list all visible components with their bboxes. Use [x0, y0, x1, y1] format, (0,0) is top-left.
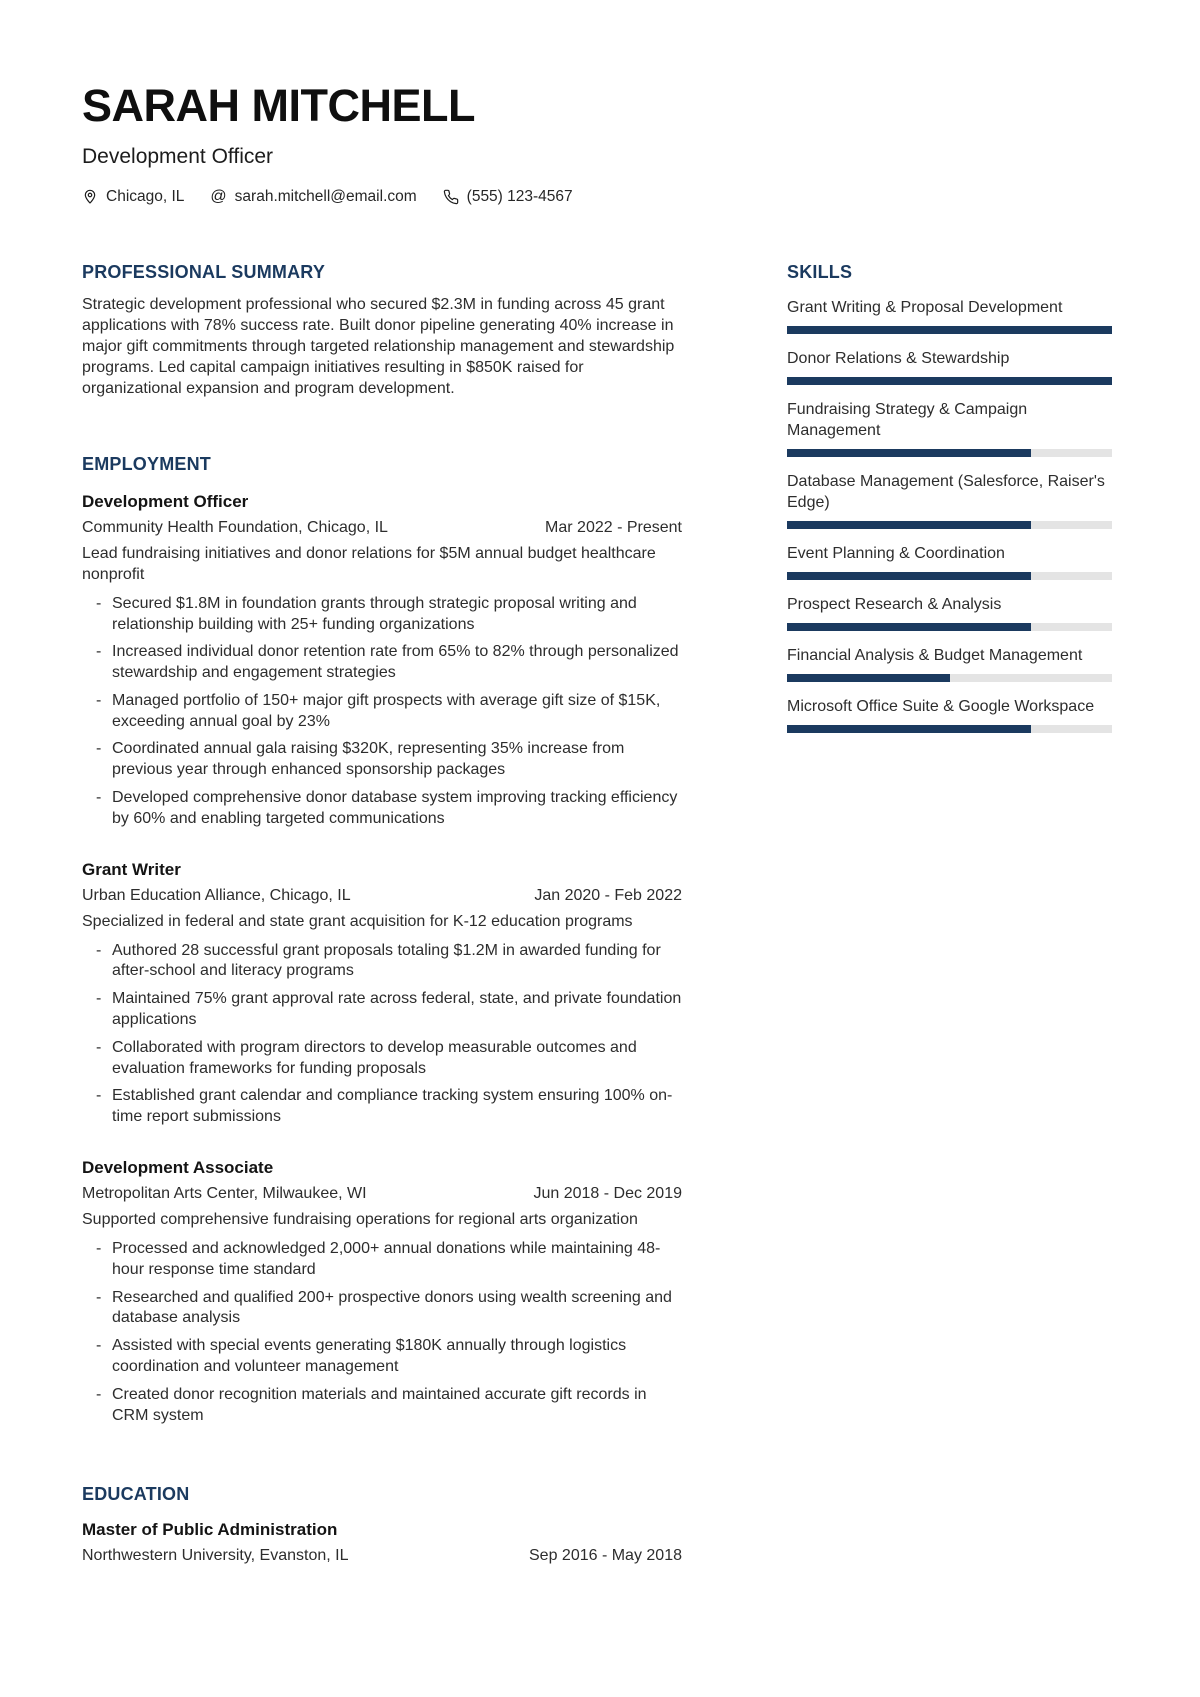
contact-text: (555) 123-4567 — [466, 187, 573, 205]
job-summary: Specialized in federal and state grant acquisition for K-12 education programs — [82, 912, 633, 930]
skill-bar-fill — [787, 572, 1031, 580]
skill-bar-fill — [787, 326, 1112, 334]
skill-bar-fill — [787, 725, 1031, 733]
email-icon: @ — [210, 187, 227, 205]
job-bullet: - Collaborated with program directors to develop measurable outcomes and evaluation frameworks for funding proposals — [82, 1038, 682, 1080]
job-company-row — [82, 1184, 682, 1205]
skill-label: Donor Relations & Stewardship — [787, 350, 1010, 368]
skill-label: Event Planning & Coordination — [787, 545, 1005, 563]
skill-bar-fill — [787, 449, 1031, 457]
education-section — [82, 1484, 682, 1567]
job-bullet: - Established grant calendar and compliance tracking system ensuring 100% on-time report submissions — [82, 1086, 682, 1128]
job-bullet: - Coordinated annual gala raising $320K, representing 35% increase from previous year through enhanced sponsorship packages — [82, 739, 682, 781]
job-bullet: - Assisted with special events generating $180K annually through logistics coordination and volunteer management — [82, 1336, 682, 1378]
contact-item-phone — [443, 188, 573, 206]
skill-item — [787, 543, 1112, 580]
skill-bar — [787, 326, 1112, 334]
job-entry — [82, 860, 682, 1128]
job-bullet: - Managed portfolio of 150+ major gift prospects with average gift size of $15K, exceeding annual goal by 23% — [82, 691, 682, 733]
contact-text: Chicago, IL — [106, 187, 185, 205]
job-dates: Jun 2018 - Dec 2019 — [533, 1185, 682, 1203]
contact-text: sarah.mitchell@email.com — [234, 187, 417, 205]
contact-row — [82, 188, 1116, 206]
job-bullet: - Researched and qualified 200+ prospective donors using wealth screening and database analysis — [82, 1288, 682, 1330]
job-bullet: - Developed comprehensive donor database system improving tracking efficiency by 60% and enabling targeted communications — [82, 788, 682, 830]
job-bullet: - Created donor recognition materials and maintained accurate gift records in CRM system — [82, 1385, 682, 1427]
job-title: Development Associate — [82, 1158, 274, 1178]
skill-label: Financial Analysis & Budget Management — [787, 647, 1083, 665]
job-bullet: - Maintained 75% grant approval rate across federal, state, and private foundation applications — [82, 989, 682, 1031]
skill-label: Microsoft Office Suite & Google Workspace — [787, 698, 1095, 716]
employment-heading: EMPLOYMENT — [82, 454, 212, 475]
sidebar-column — [787, 262, 1112, 1567]
skill-bar — [787, 725, 1112, 733]
skill-bar-fill — [787, 377, 1112, 385]
education-degree: Master of Public Administration — [82, 1519, 338, 1539]
skill-label: Database Management (Salesforce, Raiser's Edge) — [787, 473, 1105, 512]
skills-section — [787, 262, 1112, 734]
skill-label: Prospect Research & Analysis — [787, 596, 1002, 614]
job-company-row — [82, 886, 682, 907]
candidate-title: Development Officer — [82, 144, 274, 168]
skill-item — [787, 348, 1112, 385]
content-columns — [82, 262, 1116, 1567]
job-entry — [82, 1158, 682, 1426]
job-dates: Jan 2020 - Feb 2022 — [534, 887, 682, 905]
job-company: Urban Education Alliance, Chicago, IL — [82, 887, 351, 905]
job-bullets — [82, 1239, 682, 1426]
job-bullets — [82, 941, 682, 1128]
skill-item — [787, 297, 1112, 334]
skill-item — [787, 594, 1112, 631]
contact-item-location — [82, 188, 184, 206]
employment-jobs — [82, 492, 682, 1426]
job-dates: Mar 2022 - Present — [545, 519, 682, 537]
skill-bar — [787, 377, 1112, 385]
resume-header — [82, 80, 1116, 206]
skill-label: Fundraising Strategy & Campaign Management — [787, 401, 1028, 440]
job-bullet: - Increased individual donor retention rate from 65% to 82% through personalized stewardship and engagement strategies — [82, 642, 682, 684]
job-summary: Lead fundraising initiatives and donor relations for $5M annual budget healthcare nonprofit — [82, 545, 656, 583]
job-bullets — [82, 594, 682, 830]
job-summary: Supported comprehensive fundraising operations for regional arts organization — [82, 1211, 638, 1229]
education-heading: EDUCATION — [82, 1484, 190, 1505]
job-title: Grant Writer — [82, 859, 181, 879]
skills-heading: SKILLS — [787, 261, 853, 282]
skill-label: Grant Writing & Proposal Development — [787, 299, 1063, 317]
skill-bar-fill — [787, 674, 950, 682]
job-entry — [82, 492, 682, 830]
job-title: Development Officer — [82, 491, 249, 511]
job-bullet: - Processed and acknowledged 2,000+ annual donations while maintaining 48-hour response time standard — [82, 1239, 682, 1281]
location-icon — [82, 189, 98, 205]
summary-section — [82, 262, 682, 400]
skill-item — [787, 696, 1112, 733]
job-bullet: - Authored 28 successful grant proposals totaling $1.2M in awarded funding for after-school and literacy programs — [82, 941, 682, 983]
skill-bar — [787, 521, 1112, 529]
job-company-row — [82, 518, 682, 539]
skill-item — [787, 399, 1112, 457]
employment-section — [82, 454, 682, 1426]
summary-heading: PROFESSIONAL SUMMARY — [82, 261, 326, 282]
skill-bar — [787, 674, 1112, 682]
skill-item — [787, 471, 1112, 529]
skill-bar-fill — [787, 623, 1031, 631]
main-column — [82, 262, 682, 1567]
education-dates: Sep 2016 - May 2018 — [529, 1547, 682, 1565]
skill-bar-fill — [787, 521, 1031, 529]
skills-list — [787, 297, 1112, 733]
job-company: Metropolitan Arts Center, Milwaukee, WI — [82, 1185, 367, 1203]
skill-bar — [787, 572, 1112, 580]
skill-bar — [787, 623, 1112, 631]
job-company: Community Health Foundation, Chicago, IL — [82, 519, 388, 537]
job-bullet: - Secured $1.8M in foundation grants through strategic proposal writing and relationship building with 25+ funding organizations — [82, 594, 682, 636]
education-school: Northwestern University, Evanston, IL — [82, 1547, 349, 1565]
phone-icon — [443, 189, 459, 205]
contact-item-email — [210, 188, 416, 206]
candidate-name: SARAH MITCHELL — [82, 80, 475, 131]
skill-item — [787, 645, 1112, 682]
education-school-row — [82, 1546, 682, 1567]
skill-bar — [787, 449, 1112, 457]
summary-text: Strategic development professional who secured $2.3M in funding across 45 grant applications with 78% success rate. Built donor pipeline generating 40% increase in major gift commitments through targeted relationship management and stewardship programs. Led capital campaign initiatives resulting in $850K raised for organizational expansion and program development. — [82, 296, 675, 397]
